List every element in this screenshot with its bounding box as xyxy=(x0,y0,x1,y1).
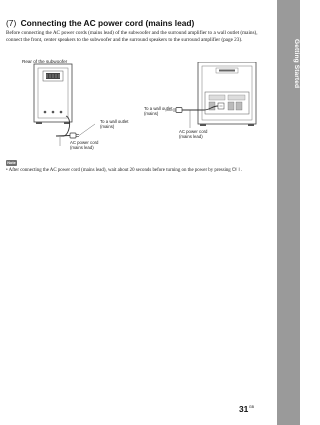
step-marker: (7) xyxy=(6,18,17,28)
amplifier-rear-illustration xyxy=(165,62,256,128)
side-tab-label: Getting Started xyxy=(293,39,300,89)
subwoofer-rear-illustration xyxy=(34,64,95,146)
page-number xyxy=(239,404,254,414)
side-tab xyxy=(277,0,300,425)
page-region-code: GB xyxy=(248,405,255,409)
step-number: 7 xyxy=(8,18,14,28)
section-title: Connecting the AC power cord (mains lead) xyxy=(20,18,195,28)
page-number-value: 31 xyxy=(239,404,249,414)
connection-illustration xyxy=(0,62,277,158)
callout-right-power-cord: AC power cord (mains lead) xyxy=(179,129,208,140)
section-heading xyxy=(6,18,274,28)
callout-left-wall-outlet: To a wall outlet (mains) xyxy=(100,119,129,130)
callout-left-power-cord: AC power cord (mains lead) xyxy=(70,140,99,151)
rear-of-subwoofer-label: Rear of the subwoofer xyxy=(22,59,68,64)
callout-right-wall-outlet: To a wall outlet (mains) xyxy=(144,106,173,117)
body-paragraph: Before connecting the AC power cords (mains lead) of the subwoofer and the surround amplifier to a wall outlet (mains), connect the front, center speakers to the subwoofer and the surround speakers to the surround amplifier (page 23). xyxy=(6,30,258,44)
note-badge: Note xyxy=(7,161,16,165)
note-text: • After connecting the AC power cord (mains lead), wait about 20 seconds before turning on the power by pressing ⏻/⏽. xyxy=(6,168,243,173)
